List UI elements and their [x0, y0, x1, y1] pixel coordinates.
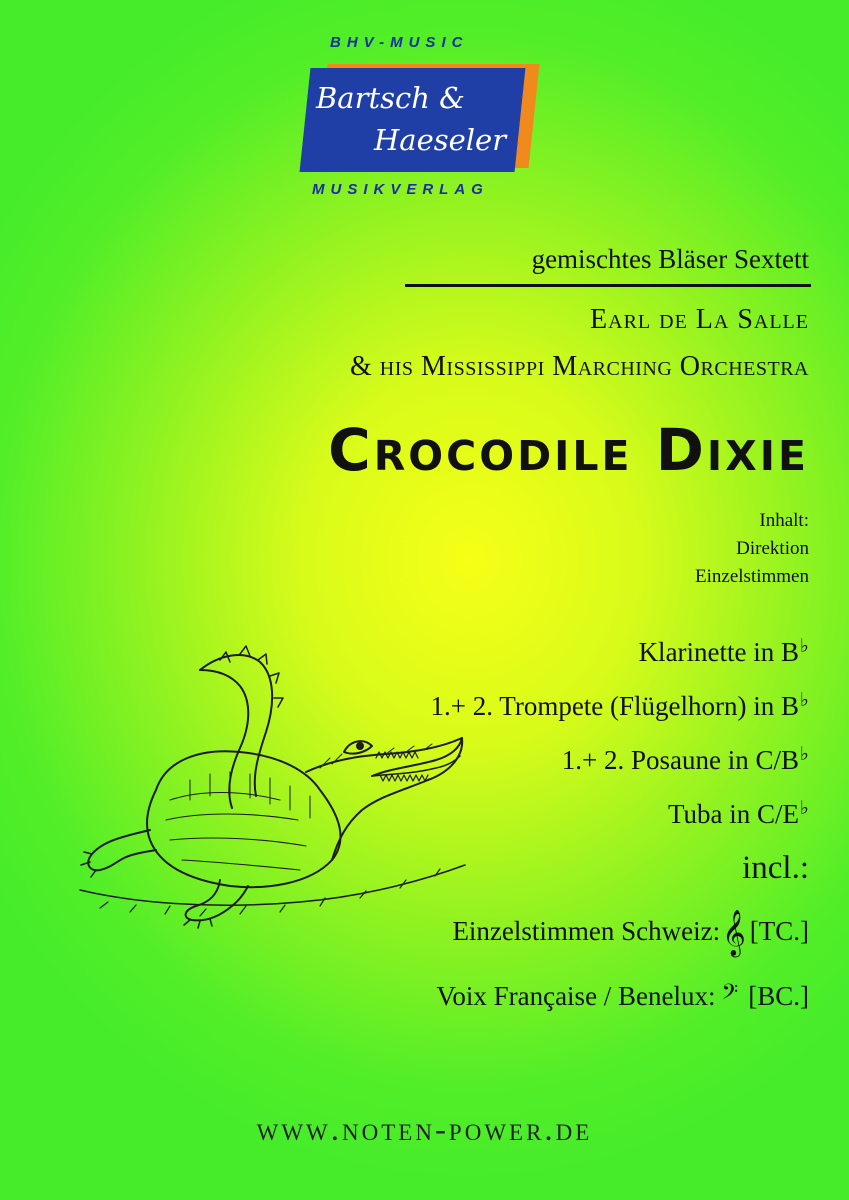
part-name: Tuba in C/E: [667, 799, 800, 829]
part-name: Klarinette in B: [638, 637, 800, 667]
swiss-edition-label: Einzelstimmen Schweiz:: [452, 916, 721, 946]
contents-block: [695, 507, 809, 591]
benelux-edition: [436, 980, 809, 1012]
composer-name: Earl de La Salle: [590, 304, 809, 335]
swiss-edition-code: [TC.]: [749, 916, 809, 946]
part-item: [431, 730, 809, 784]
flat-icon: ♭: [800, 797, 809, 819]
bass-clef-icon: 𝄢: [721, 980, 739, 1010]
logo-name-line2: Haeseler: [374, 123, 507, 157]
swiss-edition: [452, 910, 809, 956]
publisher-top-label: BHV-MUSIC: [330, 34, 469, 51]
website-link[interactable]: www.noten-power.de: [256, 1112, 593, 1148]
piece-title: Crocodile Dixie: [328, 416, 809, 484]
flat-icon: ♭: [800, 635, 809, 657]
contents-heading: Inhalt:: [759, 510, 809, 531]
included-heading: incl.:: [742, 850, 809, 886]
benelux-edition-code: [BC.]: [748, 981, 809, 1011]
ensemble-subtitle: gemischtes Bläser Sextett: [531, 244, 809, 274]
subtitle-divider: [405, 284, 811, 287]
flat-icon: ♭: [800, 743, 809, 765]
part-item: [431, 676, 809, 730]
publisher-logo[interactable]: [310, 72, 520, 172]
logo-name-line1: Bartsch &: [316, 81, 465, 115]
part-name: 1.+ 2. Posaune in C/B: [561, 745, 800, 775]
parts-list: [431, 622, 809, 838]
flat-icon: ♭: [800, 689, 809, 711]
crocodile-illustration: [70, 640, 470, 930]
part-name: 1.+ 2. Trompete (Flügelhorn) in B: [430, 691, 800, 721]
contents-item: Einzelstimmen: [695, 566, 809, 587]
contents-item: Direktion: [736, 538, 809, 559]
benelux-edition-label: Voix Française / Benelux:: [436, 981, 716, 1011]
treble-clef-icon: 𝄞: [722, 910, 746, 956]
band-name: & his Mississippi Marching Orchestra: [350, 351, 809, 382]
part-item: [431, 784, 809, 838]
part-item: [431, 622, 809, 676]
publisher-bottom-label: MUSIKVERLAG: [312, 181, 489, 198]
